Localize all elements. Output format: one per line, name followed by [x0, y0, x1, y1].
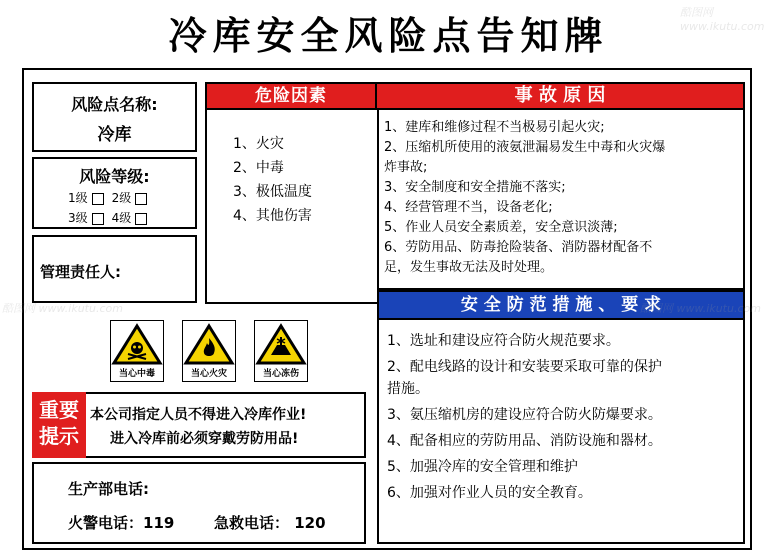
risk-level-checkbox-2[interactable]: [135, 193, 147, 205]
cause-header: [377, 82, 745, 110]
cause-line: 炸事故;: [384, 160, 428, 175]
cause-line: 5、作业人员安全素质差，安全意识淡薄;: [384, 220, 618, 235]
hazard-item: 1、火灾: [233, 136, 284, 152]
measure-line: 4、配备相应的劳防用品、消防设施和器材。: [387, 433, 662, 449]
risk-level-option-2: 2级: [111, 191, 132, 205]
risk-point-box: [32, 82, 197, 152]
watermark: 酷图网 www.ikutu.com: [640, 302, 761, 315]
risk-level-option-4: 4级: [111, 211, 132, 225]
poison-warning-icon: [111, 323, 163, 367]
risk-level-option-1: 1级: [68, 191, 88, 205]
hazard-item: 3、极低温度: [233, 184, 312, 200]
hazard-item: 2、中毒: [233, 160, 284, 176]
measure-line: 1、选址和建设应符合防火规范要求。: [387, 333, 620, 349]
important-badge-top: 重要: [39, 398, 79, 422]
frostbite-warning-icon: [255, 323, 307, 367]
important-line-2: 进入冷库前必须穿戴劳防用品!: [110, 431, 299, 447]
risk-level-label: 风险等级:: [79, 167, 150, 186]
measure-line: 6、加强对作业人员的安全教育。: [387, 485, 592, 501]
cause-line: 3、安全制度和安全措施不落实;: [384, 180, 566, 195]
measure-line: 3、氨压缩机房的建设应符合防火防爆要求。: [387, 407, 662, 423]
responsible-label: 管理责任人:: [40, 263, 121, 281]
risk-point-label: 风险点名称:: [71, 95, 158, 114]
measure-line: 5、加强冷库的安全管理和维护: [387, 459, 578, 475]
cause-line: 2、压缩机所使用的液氨泄漏易发生中毒和火灾爆: [384, 140, 666, 155]
cause-line: 6、劳防用品、防毒抢险装备、消防器材配备不: [384, 240, 653, 255]
cause-line: 足，发生事故无法及时处理。: [384, 260, 554, 275]
important-line-1: 本公司指定人员不得进入冷库作业!: [90, 407, 307, 423]
risk-level-option-3: 3级: [68, 211, 88, 225]
important-badge: [32, 392, 86, 458]
important-notice-box: [32, 392, 366, 458]
risk-level-row-2: [68, 209, 155, 226]
hazard-header: [205, 82, 377, 110]
fire-phone: 火警电话：119: [68, 514, 175, 532]
hazard-item: 4、其他伤害: [233, 208, 312, 224]
risk-level-checkbox-3[interactable]: [92, 213, 104, 225]
dept-phone: 生产部电话:: [68, 480, 149, 498]
warning-sign-fire: [182, 320, 236, 382]
warning-sign-poison: [110, 320, 164, 382]
risk-level-checkbox-4[interactable]: [135, 213, 147, 225]
measures-list-box: [377, 320, 745, 544]
risk-level-checkbox-1[interactable]: [92, 193, 104, 205]
risk-point-value: 冷库: [97, 125, 132, 145]
important-badge-bottom: 提示: [39, 424, 79, 448]
emergency-phone: 急救电话： 120: [214, 514, 326, 532]
measures-header-label: 安 全 防 范 措 施 、 要 求: [460, 295, 662, 315]
cause-line: 4、经营管理不当，设备老化;: [384, 200, 553, 215]
sign-title: 冷库安全风险点告知牌: [168, 14, 609, 58]
contacts-box: [32, 462, 366, 544]
hazard-header-label: 危险因素: [255, 86, 327, 106]
sign-caption: 当心火灾: [190, 369, 227, 379]
responsible-box: [32, 235, 197, 303]
warning-sign-frostbite: [254, 320, 308, 382]
sign-caption: 当心中毒: [118, 369, 155, 379]
watermark: 酷图网 www.ikutu.com: [680, 6, 765, 33]
watermark: 酷图网 www.ikutu.com: [2, 302, 123, 315]
fire-warning-icon: [183, 323, 235, 367]
hazard-list-box: [205, 110, 379, 304]
cause-line: 1、建库和维修过程不当极易引起火灾;: [384, 120, 605, 135]
measure-line: 措施。: [387, 381, 429, 397]
sign-caption: 当心冻伤: [262, 369, 299, 379]
risk-level-box: [32, 157, 197, 229]
cause-header-label: 事 故 原 因: [514, 85, 606, 106]
measure-line: 2、配电线路的设计和安装要采取可靠的保护: [387, 359, 662, 375]
cause-list-box: [377, 110, 745, 290]
risk-level-row-1: [68, 189, 155, 206]
